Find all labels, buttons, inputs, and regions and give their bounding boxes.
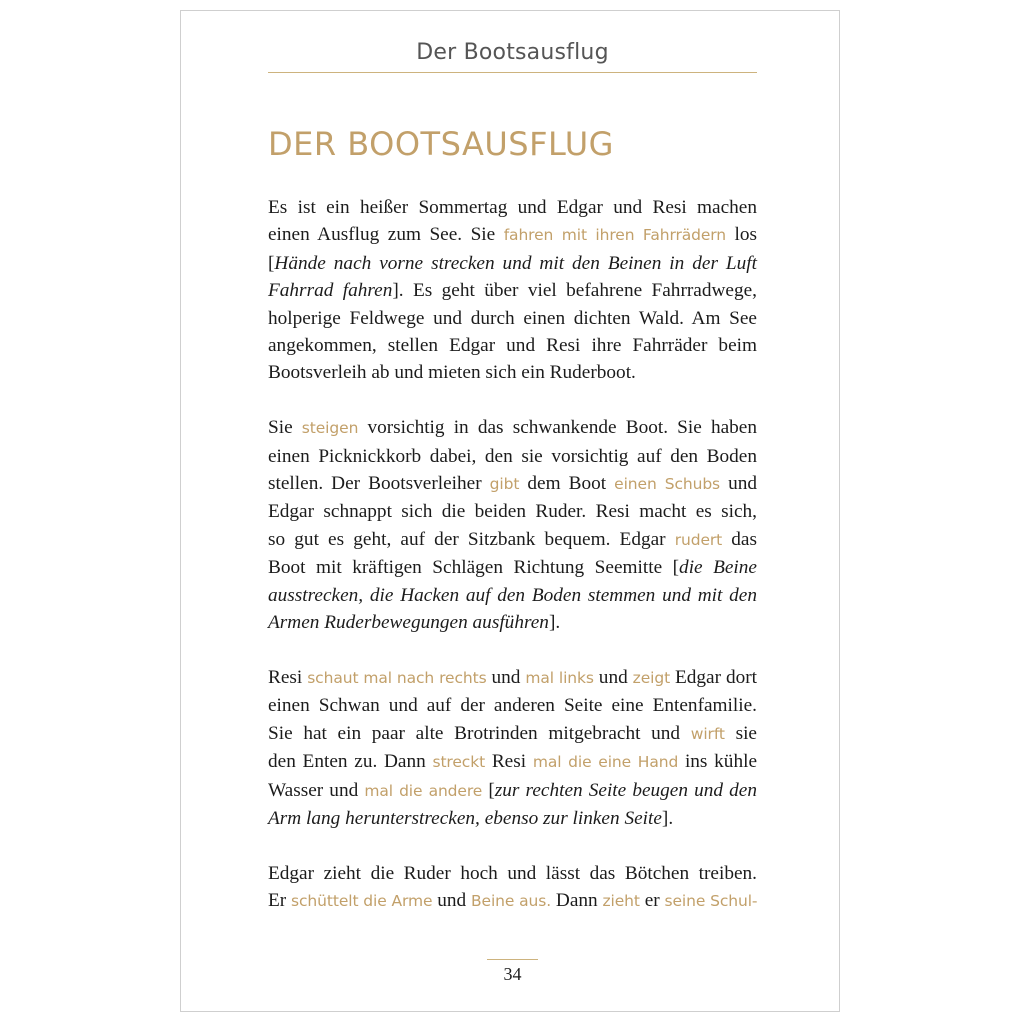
narrative-text: [ (268, 252, 275, 274)
narrative-text: Edgar dort (670, 666, 758, 688)
movement-cue: zieht (602, 892, 640, 911)
narrative-text: Er (268, 890, 292, 912)
narrative-text: und (432, 890, 471, 912)
narrative-text: einen Ausflug zum See. Sie (268, 224, 504, 246)
narrative-text: Edgar schnappt sich die beiden Ruder. Resi macht es sich, (268, 501, 757, 523)
movement-cue: schaut mal nach rechts (307, 668, 487, 687)
movement-cue: steigen (301, 419, 359, 438)
narrative-text: ]. (548, 612, 561, 634)
narrative-text: er (639, 890, 665, 912)
narrative-text: Sie (268, 417, 302, 439)
narrative-text: stellen. Der Bootsverleiher (268, 473, 490, 495)
narrative-text: Bootsverleih ab und mieten sich ein Ruderboot. (268, 362, 636, 384)
text-line (268, 221, 757, 249)
text-line (268, 692, 757, 719)
narrative-text: so gut es geht, auf der Sitzbank bequem. Edgar (268, 528, 675, 550)
narrative-text: los (726, 224, 757, 246)
movement-cue: seine Schul- (664, 892, 758, 911)
text-line (268, 582, 757, 609)
narrative-text: und (593, 666, 633, 688)
stage-direction: Armen Ruderbewegungen ausführen (268, 612, 549, 634)
stage-direction: Arm lang herunterstrecken, ebenso zur linken Seite (268, 807, 662, 829)
text-line (268, 720, 757, 748)
narrative-text: angekommen, stellen Edgar und Resi ihre Fahrräder beim (268, 335, 757, 357)
movement-cue: rudert (674, 530, 723, 549)
page-number: 34 (503, 964, 522, 984)
narrative-text: sie (724, 722, 757, 744)
running-head: Der Bootsausflug (268, 38, 757, 73)
stage-direction: ausstrecken, die Hacken auf den Boden stemmen und mit den (268, 584, 757, 606)
narrative-text: Dann (551, 890, 603, 912)
text-line (268, 414, 757, 442)
narrative-text: ins kühle (678, 751, 757, 773)
narrative-text: Resi (268, 666, 308, 688)
text-line (268, 887, 757, 915)
text-line (268, 332, 757, 359)
text-line (268, 250, 757, 277)
stage-direction: zur rechten Seite beugen und den (494, 779, 757, 801)
text-line (268, 526, 757, 554)
narrative-text: das (722, 528, 757, 550)
text-line (268, 554, 757, 581)
text-line (268, 805, 757, 832)
text-line (268, 305, 757, 332)
narrative-text: und (486, 666, 526, 688)
narrative-text: Es ist ein heißer Sommertag und Edgar und Resi machen (268, 197, 757, 218)
narrative-text: einen Picknickkorb dabei, den sie vorsichtig auf den Boden (268, 445, 757, 467)
text-line (268, 748, 757, 776)
movement-cue: streckt (432, 753, 486, 772)
text-line (268, 277, 757, 304)
narrative-text: holperige Feldwege und durch einen dichten Wald. Am See (268, 307, 757, 329)
movement-cue: mal links (525, 668, 594, 687)
narrative-text: Edgar zieht die Ruder hoch und lässt das Bötchen treiben. (268, 862, 757, 884)
stage-direction: Fahrrad fahren (268, 280, 393, 302)
narrative-text: ]. Es geht über viel befahrene Fahrradwege, (392, 280, 757, 302)
paragraph (268, 664, 757, 832)
text-line (268, 609, 757, 636)
narrative-text: vorsichtig in das schwankende Boot. Sie haben (358, 417, 757, 439)
movement-cue: mal die eine Hand (532, 753, 679, 772)
narrative-text: Wasser und (268, 779, 365, 801)
page-number-rule (487, 959, 538, 960)
movement-cue: einen Schubs (614, 475, 721, 494)
text-line (268, 470, 757, 498)
movement-cue: fahren mit ihren Fahrrädern (503, 226, 727, 245)
narrative-text: einen Schwan und auf der anderen Seite eine Entenfamilie. (268, 695, 757, 717)
narrative-text: ]. (661, 807, 674, 829)
movement-cue: wirft (690, 724, 725, 743)
stage-direction: Hände nach vorne strecken und mit den Beinen in der Luft (274, 252, 757, 274)
stage-direction: die Beine (679, 557, 757, 579)
chapter-title: DER BOOTSAUSFLUG (268, 125, 614, 163)
movement-cue: gibt (489, 475, 520, 494)
text-line (268, 664, 757, 692)
text-line (268, 860, 757, 887)
paragraph (268, 194, 757, 387)
text-line (268, 359, 757, 386)
narrative-text: Resi (485, 751, 533, 773)
story-body (268, 194, 757, 943)
movement-cue: mal die andere (364, 781, 483, 800)
text-line (268, 194, 757, 221)
paragraph (268, 860, 757, 916)
narrative-text: [ (482, 779, 495, 801)
narrative-text: dem Boot (519, 473, 615, 495)
narrative-text: Sie hat ein paar alte Brotrinden mitgebracht und (268, 722, 691, 744)
text-line (268, 443, 757, 470)
narrative-text: Boot mit kräftigen Schlägen Richtung Seemitte [ (268, 557, 680, 579)
movement-cue: schüttelt die Arme (291, 892, 433, 911)
movement-cue: Beine aus. (471, 892, 552, 911)
text-line (268, 498, 757, 525)
text-line (268, 777, 757, 805)
narrative-text: und (720, 473, 757, 495)
paragraph (268, 414, 757, 636)
movement-cue: zeigt (632, 668, 671, 687)
narrative-text: den Enten zu. Dann (268, 751, 433, 773)
